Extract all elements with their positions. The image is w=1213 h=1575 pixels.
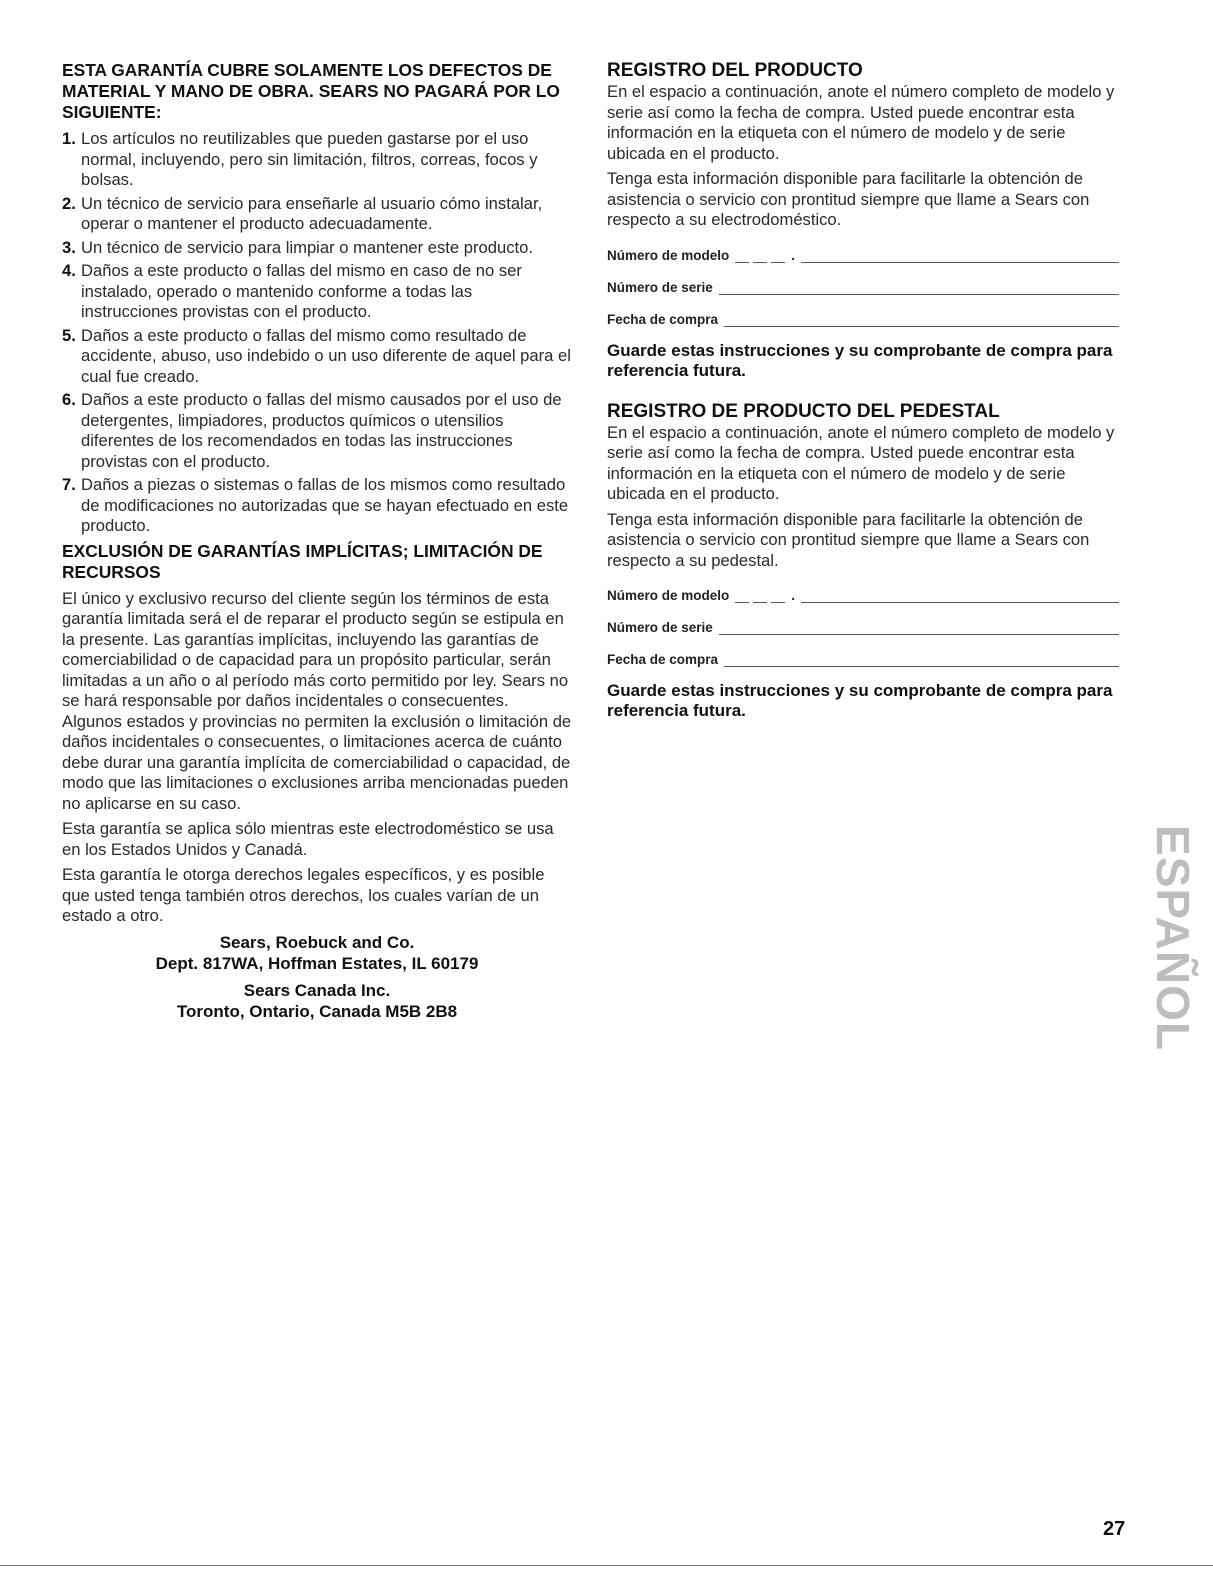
paragraph: En el espacio a continuación, anote el número completo de modelo y serie así como la fecha de compra. Usted puede encontrar esta información en la etiqueta con el número de modelo y de serie ubicada en el producto. (607, 82, 1115, 163)
model-number-field[interactable]: Número de modelo . (607, 245, 1119, 263)
warranty-applies-text: Esta garantía se aplica sólo mientras este electrodoméstico se usa en los Estados Unidos y Canadá. (62, 819, 554, 859)
section-title: REGISTRO DEL PRODUCTO (607, 60, 863, 81)
list-item: 3. Un técnico de servicio para limpiar o mantener este producto. (62, 237, 533, 257)
paragraph: Tenga esta información disponible para facilitarle la obtención de asistencia o servicio con prontitud siempre que llame a Sears con respecto a su pedestal. (607, 509, 1090, 570)
warranty-exclusions-heading: ESTA GARANTÍA CUBRE SOLAMENTE LOS DEFECTOS DE MATERIAL Y MANO DE OBRA. SEARS NO PAGARÁ POR LO SIGUIENTE: (62, 60, 560, 122)
left-column (62, 60, 572, 1022)
section-title: REGISTRO DE PRODUCTO DEL PEDESTAL (607, 400, 1000, 422)
product-registration-section (607, 60, 1127, 381)
list-item: 7. Daños a piezas o sistemas o fallas de los mismos como resultado de modificaciones no autorizadas que se hayan efectuado en este producto. (62, 475, 569, 535)
paragraph: En el espacio a continuación, anote el número completo de modelo y serie así como la fecha de compra. Usted puede encontrar esta información en la etiqueta con el número de modelo y de serie ubicada en el producto. (607, 422, 1115, 503)
list-item: 6. Daños a este producto o fallas del mismo causados por el uso de detergentes, limpiadores, productos químicos o utensilios diferentes de los recomendados en todas las instrucciones provistas con el producto. (62, 390, 562, 471)
divider (0, 1565, 1213, 1566)
list-item: 4. Daños a este producto o fallas del mismo en caso de no ser instalado, operado o mantenido conforme a todas las instrucciones provistas con el producto. (62, 261, 522, 321)
list-item: 1. Los artículos no reutilizables que pueden gastarse por el uso normal, incluyendo, pero sin limitación, filtros, correas, focos y bolsas. (62, 129, 538, 189)
implied-warranty-heading: EXCLUSIÓN DE GARANTÍAS IMPLÍCITAS; LIMITACIÓN DE RECURSOS (62, 540, 543, 582)
serial-number-field[interactable] (607, 617, 1119, 635)
paragraph: Tenga esta información disponible para facilitarle la obtención de asistencia o servicio con prontitud siempre que llame a Sears con respecto a su electrodoméstico. (607, 169, 1090, 229)
purchase-date-field[interactable] (607, 649, 1119, 667)
save-instructions-note: Guarde estas instrucciones y su comprobante de compra para referencia futura. (607, 681, 1113, 720)
legal-rights-text: Esta garantía le otorga derechos legales específicos, y es posible que usted tenga también otros derechos, los cuales varían de un estado a otro. (62, 865, 545, 925)
list-item: 5. Daños a este producto o fallas del mismo como resultado de accidente, abuso, uso indebido o un uso diferente de aquel para el cual fue creado. (62, 325, 571, 386)
field-label: Número de modelo (607, 247, 730, 263)
save-instructions-note: Guarde estas instrucciones y su comprobante de compra para referencia futura. (607, 340, 1113, 380)
language-label: ESPAÑOL (1147, 825, 1200, 1051)
sears-address (62, 932, 572, 1022)
right-column (607, 60, 1127, 741)
pedestal-registration-section (607, 401, 1127, 722)
address-line: Dept. 817WA, Hoffman Estates, IL 60179 (155, 953, 479, 973)
field-label: Fecha de compra (607, 652, 719, 667)
field-label: Número de serie (607, 279, 713, 295)
address-line: Toronto, Ontario, Canada M5B 2B8 (176, 1001, 458, 1021)
address-line: Sears Canada Inc. (243, 980, 391, 1000)
field-label: Fecha de compra (607, 311, 719, 327)
page-number: 27 (1103, 1518, 1126, 1540)
serial-number-field[interactable] (607, 277, 1119, 295)
list-item: 2. Un técnico de servicio para enseñarle al usuario cómo instalar, operar o mantener el producto adecuadamente. (62, 193, 543, 233)
field-label: Número de serie (607, 620, 713, 635)
model-number-field[interactable]: Número de modelo . (607, 585, 1119, 603)
field-label: Número de modelo (607, 588, 730, 603)
exclusions-list (62, 129, 572, 537)
address-line: Sears, Roebuck and Co. (219, 932, 415, 952)
implied-warranty-text: El único y exclusivo recurso del cliente según los términos de esta garantía limitada será el de reparar el producto según se estipula en la presente. Las garantías implícitas, incluyendo las garantías de comerciabilidad o de capacidad para un propósito particular, serán limitadas a un año o al período más corto permitido por ley. Sears no se hará responsable por daños incidentales o consecuentes. Algunos estados y provincias no permiten la exclusión o limitación de daños incidentales o consecuentes, o limitaciones acerca de cuánto debe durar una garantía implícita de comerciabilidad o capacidad, de modo que las limitaciones o exclusiones arriba mencionadas pueden no aplicarse en su caso. (62, 588, 572, 813)
language-side-tab (1148, 818, 1198, 1058)
purchase-date-field[interactable] (607, 309, 1119, 327)
